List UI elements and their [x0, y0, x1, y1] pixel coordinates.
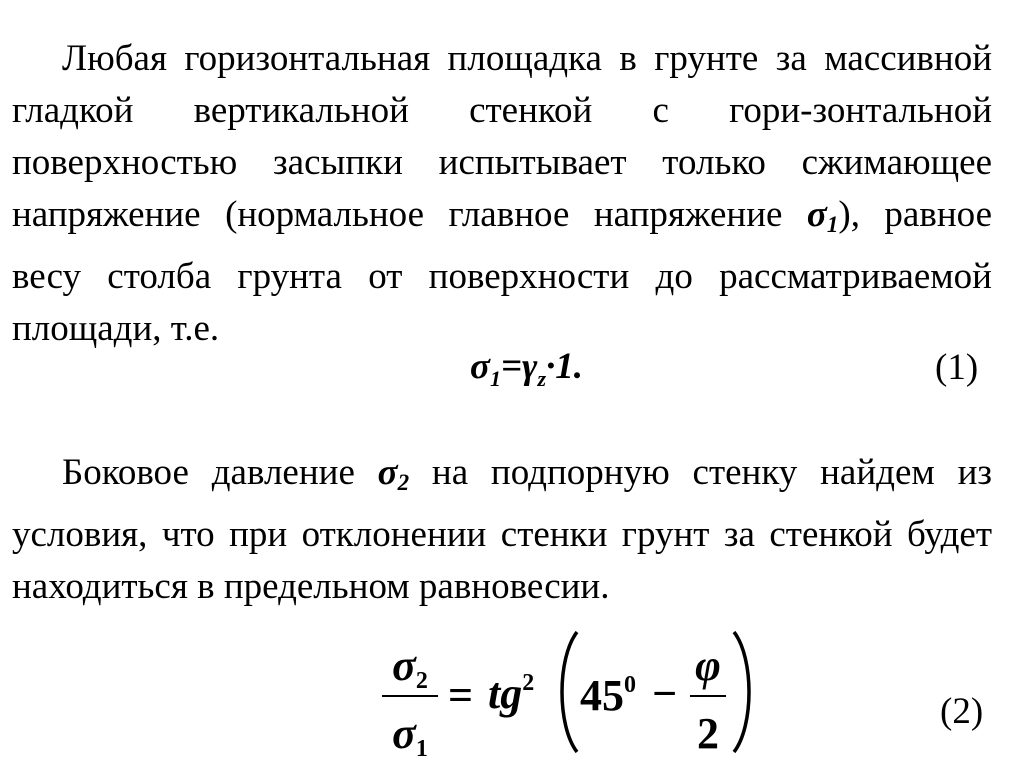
paragraph-1-text-a: Любая горизонтальная площадка в грунте за массивной гладкой вертикальной стенкой с гори-зонтальной поверхностью засыпки испытывает только сжимающее напряжение (нормальное главное напряжение [12, 38, 992, 235]
fraction-bar [382, 695, 438, 697]
paragraph-1 [12, 33, 992, 355]
fraction-bar [690, 695, 726, 697]
angle-45-degrees: $45^0$ [580, 671, 636, 720]
paragraph-2-text-b: на подпорную стенку найдем из условия, что при отклонении стенки грунт за стенкой будет находиться в предельном равновесии. [12, 452, 992, 607]
equation-2-number: (2) [940, 691, 984, 732]
tangent-function: $tg^2$ [488, 669, 535, 718]
two-denominator: 2 [697, 709, 719, 758]
ratio-numerator: $\sigma_2$ [392, 641, 428, 694]
right-paren-icon [728, 628, 758, 756]
equals-sign: = [448, 671, 474, 720]
equation-1: $\sigma_1=\gamma_z\cdot 1$. [470, 346, 584, 391]
equation-1-number: (1) [935, 347, 979, 388]
minus-sign: − [652, 669, 678, 718]
paragraph-1-text-b: ), равное весу столба грунта от поверхности до рассматриваемой площади, т.е. [12, 194, 993, 349]
sigma-2-symbol: $\sigma_2$ [377, 452, 410, 495]
left-paren-icon [553, 628, 583, 756]
ratio-denominator: $\sigma_1$ [392, 709, 428, 762]
sigma-1-symbol: $\sigma_1$ [806, 194, 839, 237]
paragraph-2 [12, 447, 992, 613]
phi-symbol: φ [695, 641, 721, 690]
paragraph-2-text-a: Боковое давление [62, 452, 378, 493]
